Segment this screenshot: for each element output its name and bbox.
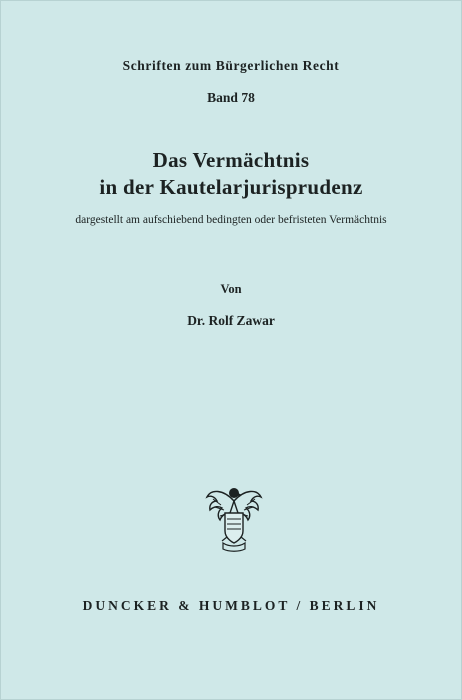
book-subtitle: dargestellt am aufschiebend bedingten oder befristeten Vermächtnis: [75, 214, 387, 226]
author-name: Dr. Rolf Zawar: [187, 313, 275, 328]
volume-number: Band 78: [207, 90, 255, 105]
publisher-imprint: DUNCKER & HUMBLOT / BERLIN: [82, 598, 380, 613]
book-title-line-1: Das Vermächtnis: [152, 148, 310, 172]
by-label: Von: [220, 282, 242, 296]
book-title-line-2: in der Kautelarjurisprudenz: [99, 175, 363, 199]
series-title: Schriften zum Bürgerlichen Recht: [122, 58, 340, 73]
publisher-eagle-emblem-icon: [205, 475, 263, 553]
